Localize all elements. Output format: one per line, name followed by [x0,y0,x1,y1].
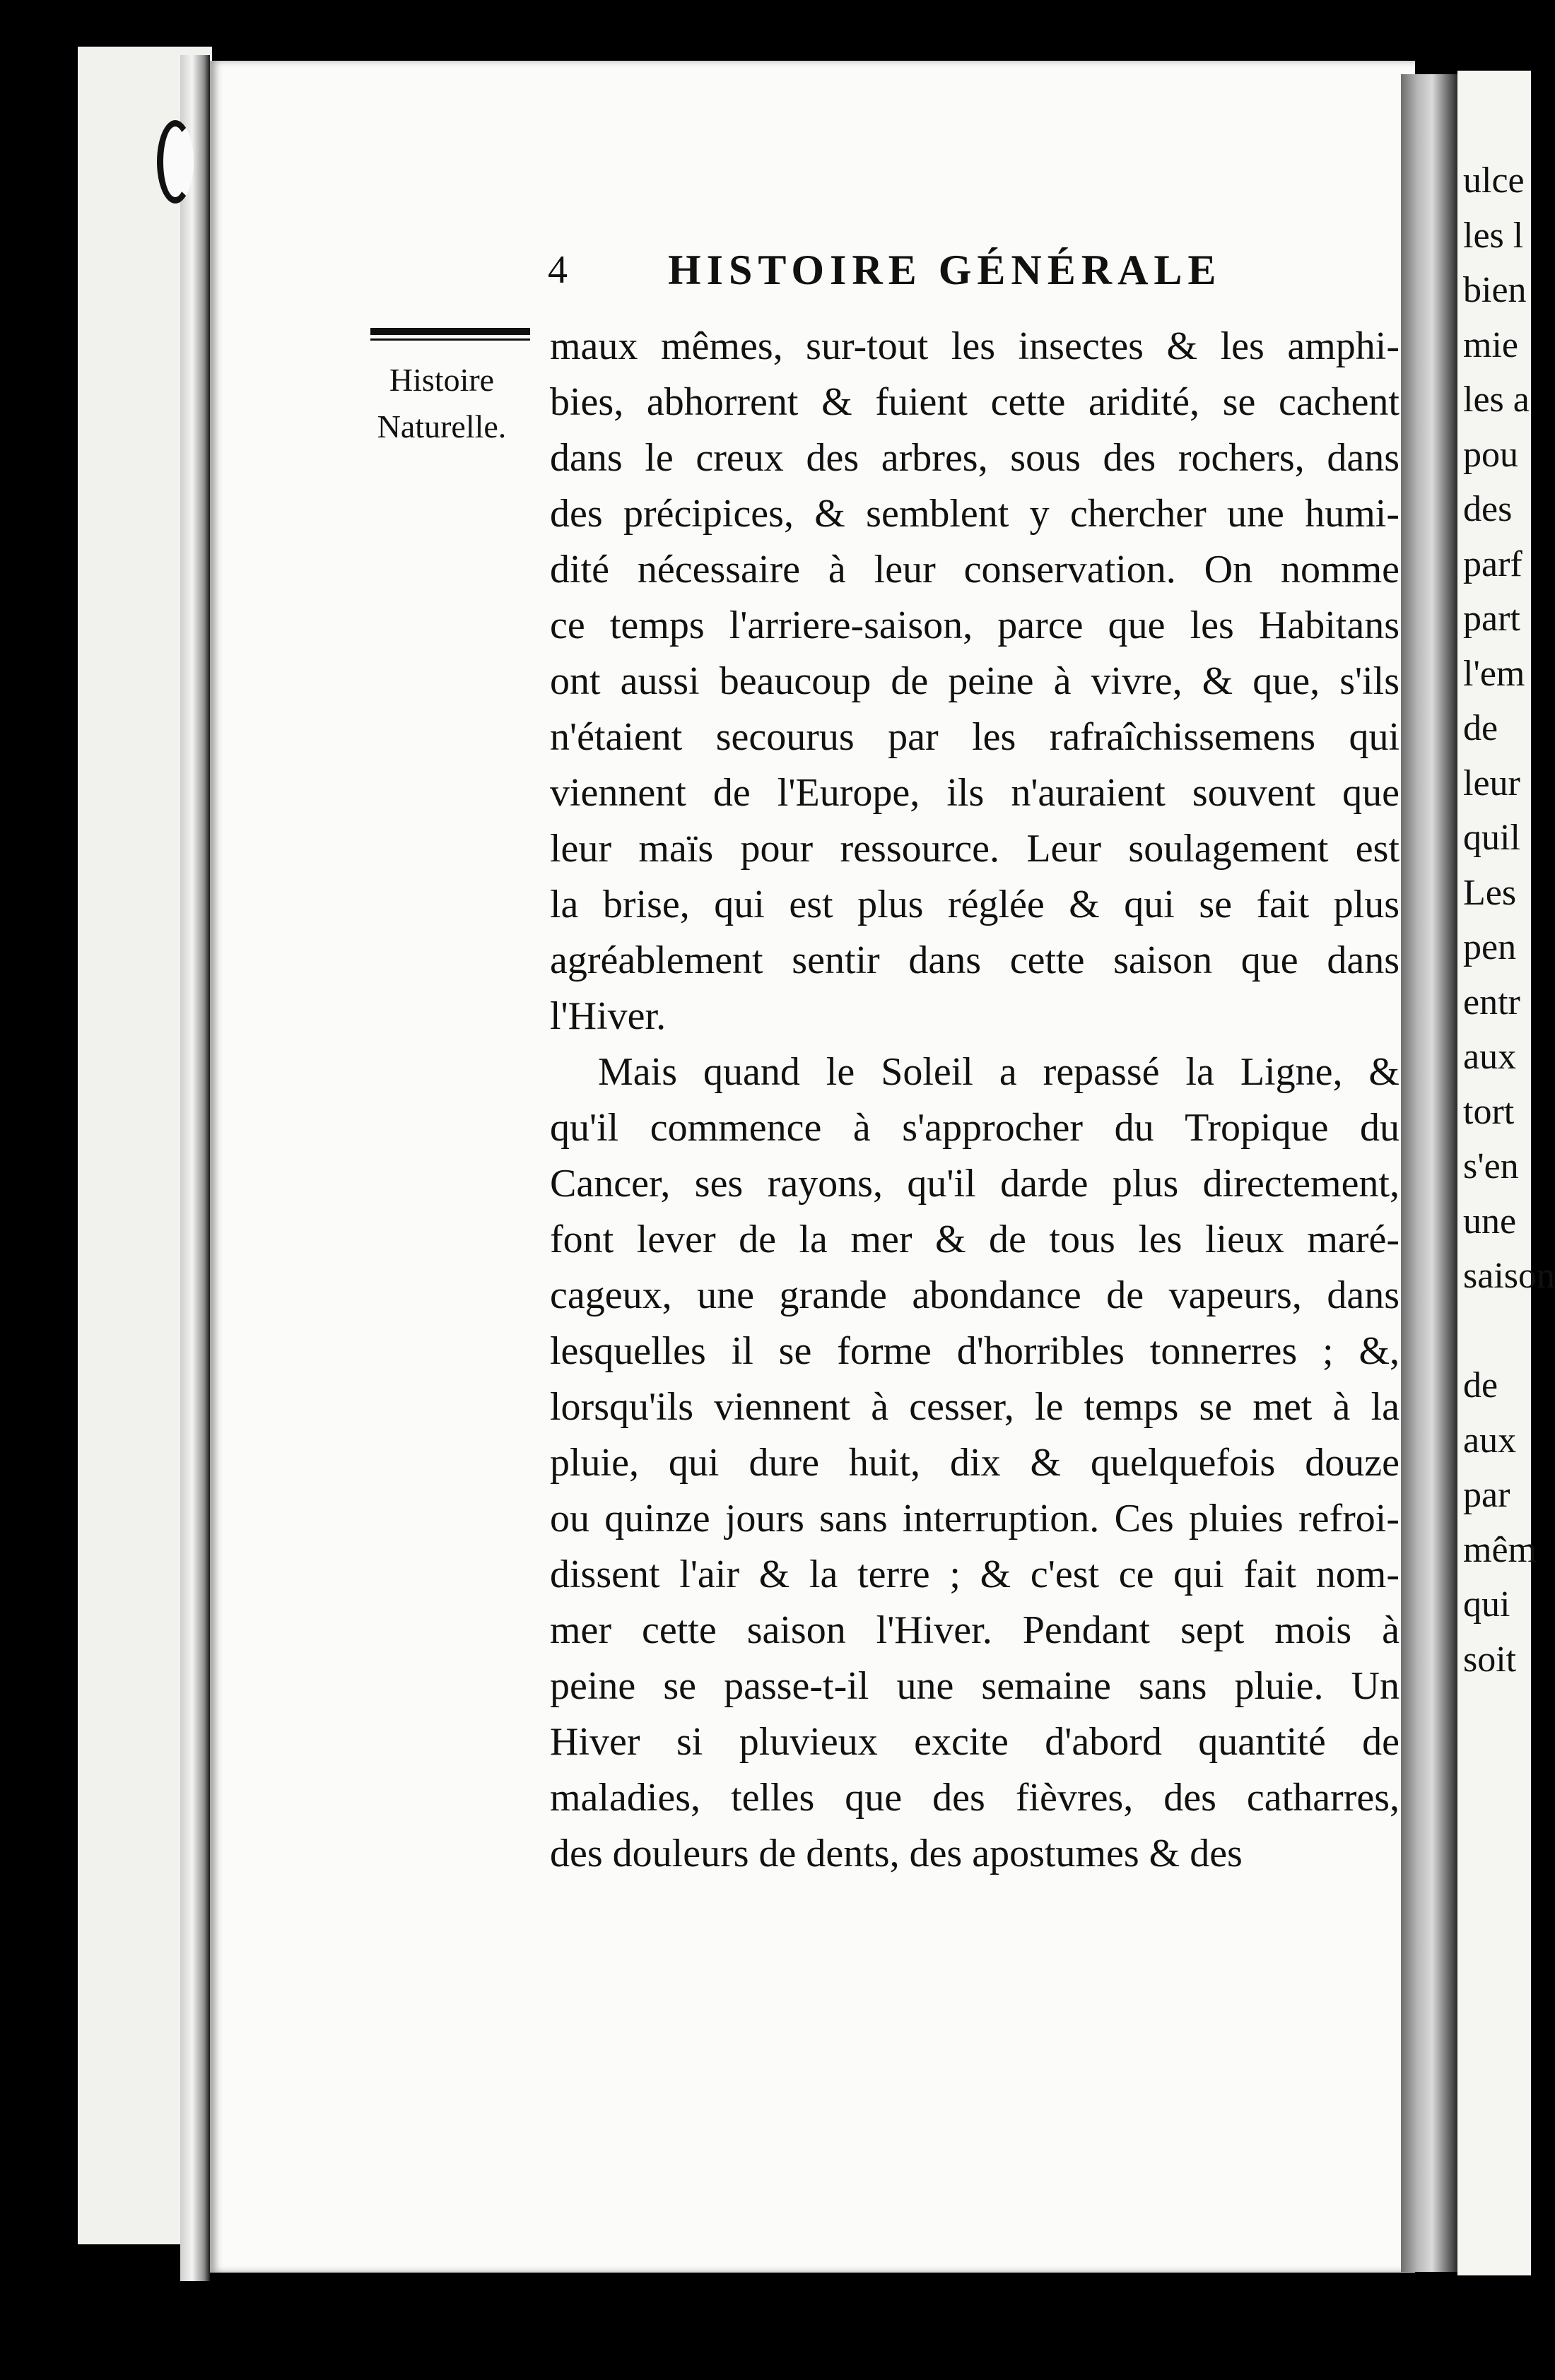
next-page-fragment: mie [1463,325,1518,365]
margin-note-line: Histoire [389,362,495,398]
text-line: maux mêmes, sur-tout les insectes & les amphi- [550,324,1400,368]
text-line: viennent de l'Europe, ils n'auraient souvent que [550,771,1400,815]
next-page-fragment: de [1463,708,1498,748]
text-line: ont aussi beaucoup de peine à vivre, & que, s'ils [550,659,1400,703]
gutter-shadow [1401,74,1457,2272]
next-page-fragment: une [1463,1201,1517,1242]
text-line: dissent l'air & la terre ; & c'est ce qui fait nom- [550,1553,1400,1596]
text-line: agréablement sentir dans cette saison que dans [550,938,1400,982]
text-line: font lever de la mer & de tous les lieux maré- [550,1218,1400,1261]
next-page-fragment: les a [1463,379,1530,420]
text-line: leur maïs pour ressource. Leur soulagement est [550,827,1400,871]
next-page-fragment: mêm [1463,1530,1537,1570]
next-page-fragment: ulce [1463,160,1525,201]
book-binding [180,55,210,2281]
text-line: lorsqu'ils viennent à cesser, le temps se met à la [550,1385,1400,1429]
next-page-fragment: leur [1463,763,1520,803]
text-line: Hiver si pluvieux excite d'abord quantité de [550,1720,1400,1764]
text-line: mer cette saison l'Hiver. Pendant sept mois à [550,1608,1400,1652]
next-page-fragment: s'en [1463,1146,1519,1186]
next-page-fragment: l'em [1463,654,1525,694]
text-line: l'Hiver. [550,994,667,1038]
text-line: des douleurs de dents, des apostumes & des [550,1832,1243,1875]
page-number: 4 [548,248,568,292]
text-line: ou quinze jours sans interruption. Ces pluies refroi- [550,1497,1400,1540]
text-line: Cancer, ses rayons, qu'il darde plus directement, [550,1162,1400,1206]
text-line: la brise, qui est plus réglée & qui se fait plus [550,883,1400,926]
next-page-fragment: des [1463,489,1513,529]
text-line: lesquelles il se forme d'horribles tonnerres ; &, [550,1329,1400,1373]
next-page-fragment: entr [1463,982,1520,1023]
text-line: qu'il commence à s'approcher du Tropique du [550,1106,1400,1150]
next-page-fragment: pen [1463,927,1517,967]
text-line: dité nécessaire à leur conservation. On nomme [550,548,1400,591]
text-line: cageux, une grande abondance de vapeurs, dans [550,1273,1400,1317]
margin-note [357,357,527,450]
text-line: bies, abhorrent & fuient cette aridité, se cachent [550,380,1400,424]
next-page-fragment: par [1463,1475,1510,1515]
next-page-fragment: bien [1463,270,1527,310]
running-title: HISTOIRE GÉNÉRALE [668,247,1222,293]
next-page-fragment: pou [1463,435,1518,475]
text-line: dans le creux des arbres, sous des rochers, dans [550,436,1400,480]
text-line: pluie, qui dure huit, dix & quelquefois douze [550,1441,1400,1485]
text-line: des précipices, & semblent y chercher une humi- [550,492,1400,536]
text-line: n'étaient secourus par les rafraîchissemens qui [550,715,1400,759]
next-page-fragment: aux [1463,1420,1517,1461]
next-page-fragment: quil [1463,818,1520,858]
next-page-edge [1457,71,1555,2275]
body-text [550,319,1400,1882]
next-page-fragment: soit [1463,1639,1517,1680]
text-line: Mais quand le Soleil a repassé la Ligne, & [598,1050,1400,1094]
next-page-fragment: parf [1463,544,1522,584]
next-page-fragment: de [1463,1365,1498,1406]
next-page-fragment: tort [1463,1092,1515,1132]
next-page-fragment: qui [1463,1584,1510,1625]
text-line: ce temps l'arriere-saison, parce que les Habitans [550,603,1400,647]
running-head [548,243,1290,300]
text-line: peine se passe-t-il une semaine sans pluie. Un [550,1664,1400,1708]
text-line: maladies, telles que des fièvres, des catharres, [550,1776,1400,1820]
margin-rule [370,328,530,341]
next-page-fragment: Les [1463,873,1517,913]
next-page-fragment: part [1463,599,1520,639]
clip-icon [157,120,194,204]
next-page-fragment: aux [1463,1037,1517,1077]
next-page-fragment: saison [1463,1256,1555,1296]
next-page-fragment: les l [1463,216,1524,256]
margin-note-line: Naturelle. [377,408,507,444]
